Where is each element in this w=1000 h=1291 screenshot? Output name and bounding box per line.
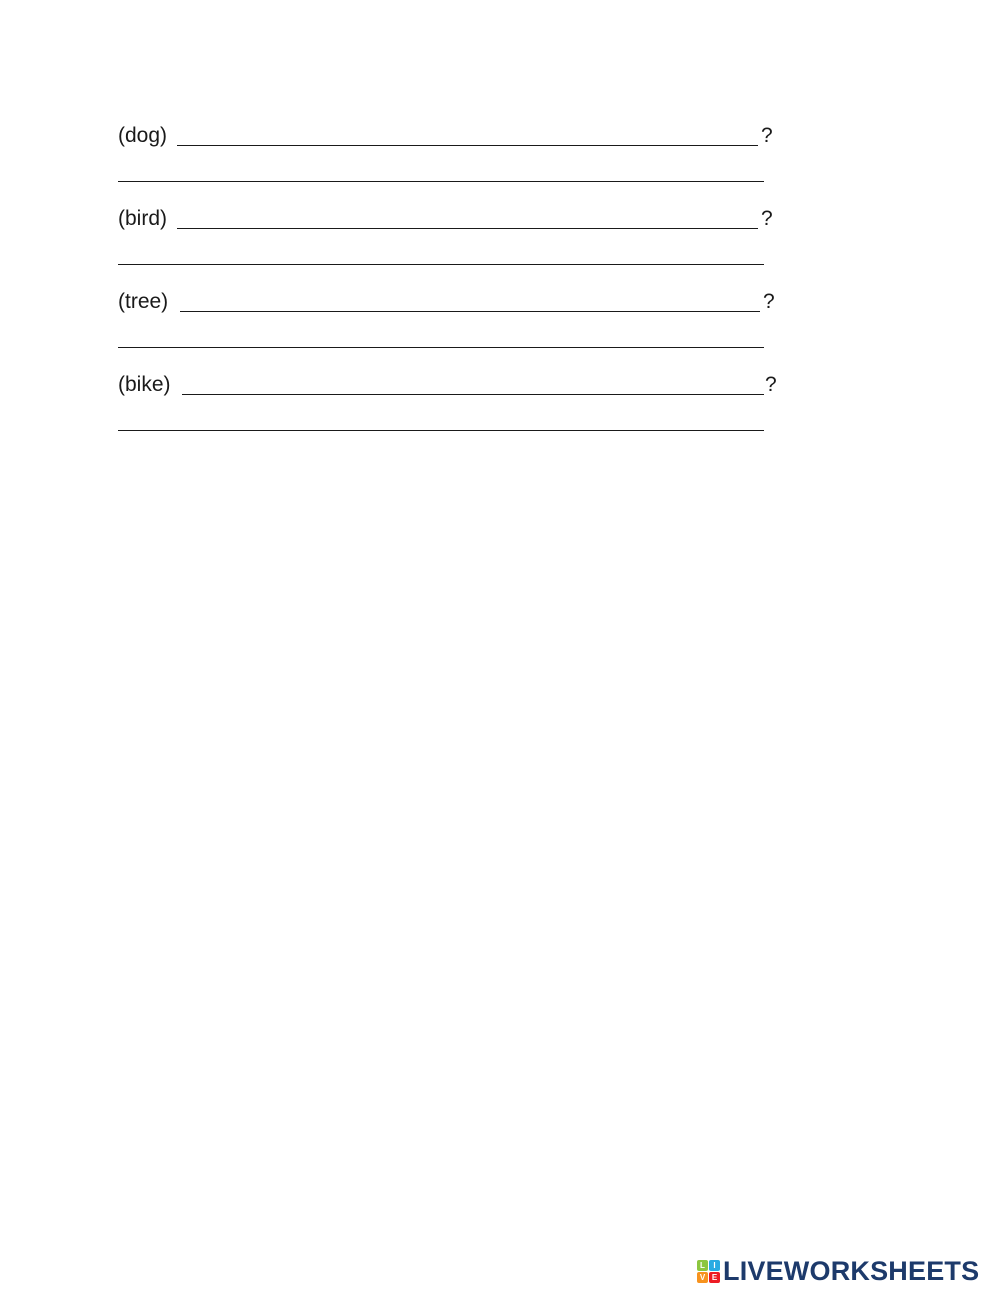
logo-tile-l: L (697, 1260, 708, 1271)
liveworksheets-logo-icon (697, 1260, 720, 1283)
answer-line-dog[interactable] (118, 181, 764, 182)
liveworksheets-logo (697, 1256, 979, 1286)
question-row-dog (118, 118, 783, 148)
question-label-dog: (dog) (118, 124, 168, 147)
question-label-bike: (bike) (118, 373, 171, 396)
question-row-bird (118, 201, 783, 231)
answer-line-bike[interactable] (118, 430, 764, 431)
answer-line-bird[interactable] (118, 264, 764, 265)
logo-wordmark: LIVEWORKSHEETS (723, 1256, 980, 1286)
question-blank-bird[interactable] (177, 228, 758, 229)
question-label-tree: (tree) (118, 290, 169, 313)
logo-tile-e: E (709, 1272, 720, 1283)
answer-line-tree[interactable] (118, 347, 764, 348)
question-mark-tree: ? (763, 290, 775, 313)
question-blank-bike[interactable] (182, 394, 764, 395)
question-mark-dog: ? (761, 124, 773, 147)
logo-tile-v: V (697, 1272, 708, 1283)
question-blank-dog[interactable] (177, 145, 758, 146)
logo-tile-i: I (709, 1260, 720, 1271)
question-mark-bike: ? (765, 373, 777, 396)
question-row-tree (118, 284, 783, 314)
question-blank-tree[interactable] (180, 311, 760, 312)
question-label-bird: (bird) (118, 207, 168, 230)
question-row-bike (118, 367, 783, 397)
question-mark-bird: ? (761, 207, 773, 230)
